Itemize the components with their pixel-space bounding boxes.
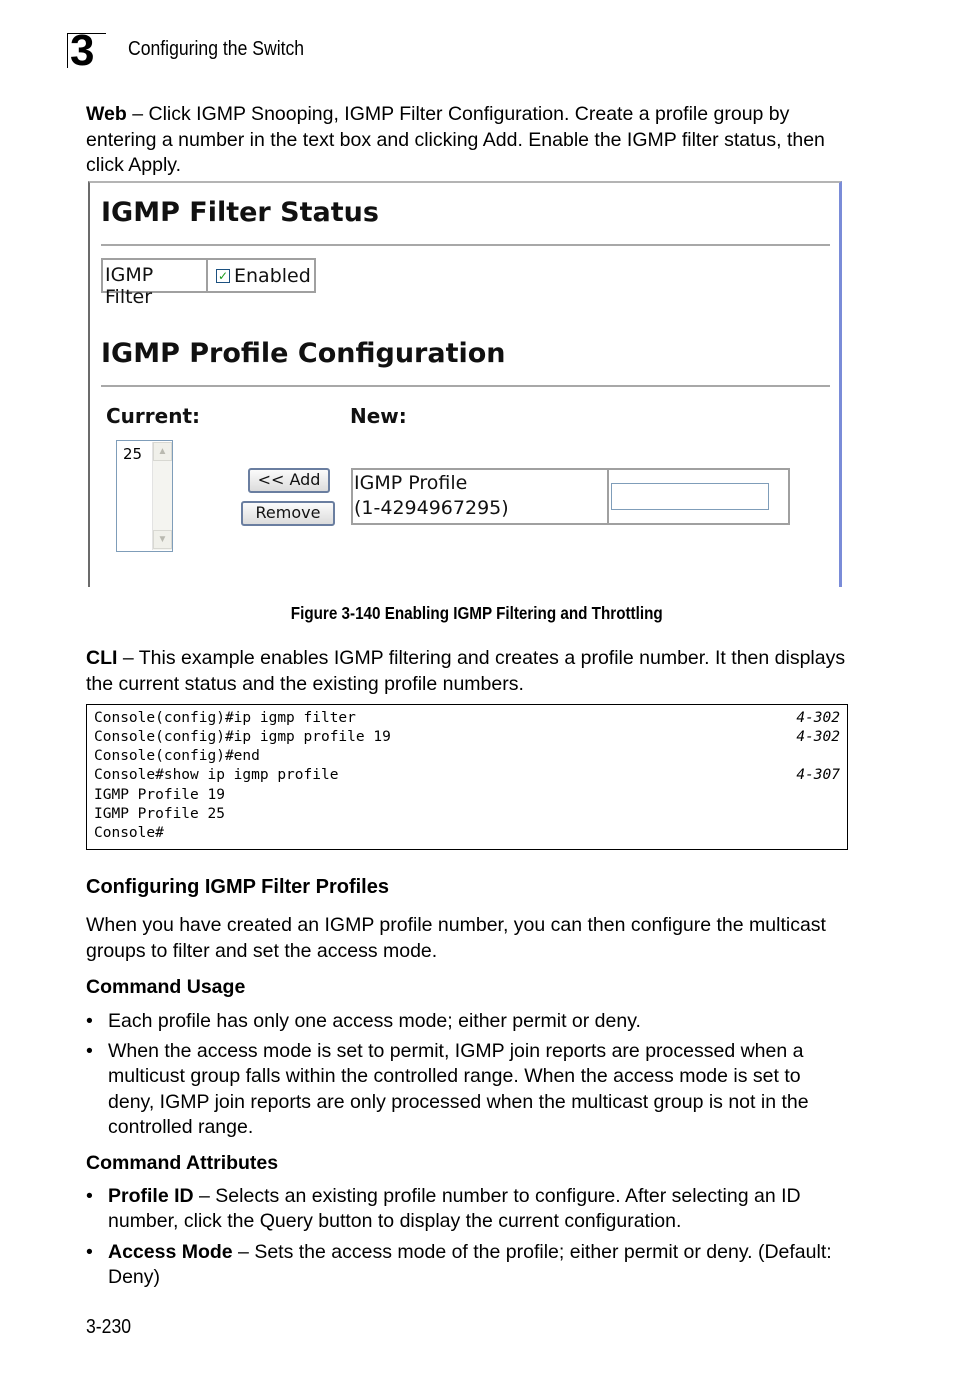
figure-caption: Figure 3-140 Enabling IGMP Filtering and Throttling bbox=[291, 603, 663, 623]
attribute-description: – Sets the access mode of the profile; either permit or deny. (Default: Deny) bbox=[108, 1241, 832, 1289]
current-label: Current: bbox=[106, 404, 201, 428]
cli-label: CLI bbox=[86, 647, 118, 669]
igmp-filter-enabled-label: Enabled bbox=[234, 265, 311, 287]
igmp-profile-input[interactable] bbox=[611, 483, 769, 510]
listbox-scrollbar[interactable] bbox=[152, 442, 172, 550]
current-profiles-listbox[interactable] bbox=[116, 440, 173, 552]
code-line: Console(config)#ip igmp profile 19 bbox=[94, 729, 391, 745]
section-title: Configuring IGMP Filter Profiles bbox=[86, 876, 389, 898]
command-attributes-heading: Command Attributes bbox=[86, 1152, 279, 1174]
bullet-icon: • bbox=[86, 1010, 93, 1032]
add-button[interactable]: << Add bbox=[248, 468, 330, 493]
remove-button[interactable]: Remove bbox=[241, 501, 335, 526]
new-label: New: bbox=[350, 404, 407, 428]
igmp-filter-value-cell bbox=[206, 258, 316, 293]
code-line: IGMP Profile 25 bbox=[94, 806, 225, 822]
igmp-profile-input-cell bbox=[607, 468, 790, 525]
web-intro-paragraph bbox=[86, 102, 846, 179]
attribute-term: Profile ID bbox=[108, 1185, 194, 1207]
igmp-filter-label: IGMP Filter bbox=[105, 264, 154, 308]
igmp-filter-enabled-checkbox[interactable] bbox=[216, 269, 230, 283]
cli-intro-text: – This example enables IGMP filtering and creates a profile number. It then displays the current status and the existing profile numbers. bbox=[86, 647, 846, 695]
cli-intro-paragraph bbox=[86, 646, 846, 697]
code-reference: 4-307 bbox=[796, 767, 840, 783]
code-line: Console(config)#ip igmp filter bbox=[94, 710, 356, 726]
attribute-description: – Selects an existing profile number to configure. After selecting an ID number, click the Query button to display the current configuration. bbox=[108, 1185, 801, 1233]
igmp-profile-label-cell bbox=[351, 468, 609, 525]
profile-heading-rule bbox=[101, 385, 830, 387]
list-item[interactable]: 25 bbox=[123, 445, 143, 463]
web-label: Web bbox=[86, 103, 127, 125]
chapter-title: Configuring the Switch bbox=[128, 38, 305, 60]
section-body: When you have created an IGMP profile number, you can then configure the multicast groups to filter and set the access mode. bbox=[86, 914, 826, 962]
chapter-number: 3 bbox=[70, 26, 95, 75]
igmp-profile-configuration-heading: IGMP Profile Configuration bbox=[101, 338, 506, 369]
igmp-profile-label: IGMP Profile bbox=[354, 472, 468, 494]
attribute-term: Access Mode bbox=[108, 1241, 233, 1263]
code-line: IGMP Profile 19 bbox=[94, 787, 225, 803]
list-item bbox=[86, 1184, 846, 1235]
igmp-profile-range: (1-4294967295) bbox=[354, 497, 509, 519]
list-item bbox=[86, 1240, 846, 1291]
status-heading-rule bbox=[101, 244, 830, 246]
command-usage-heading: Command Usage bbox=[86, 976, 246, 998]
code-line: Console# bbox=[94, 825, 164, 841]
bullet-icon: • bbox=[86, 1241, 93, 1263]
web-intro-text: – Click IGMP Snooping, IGMP Filter Configuration. Create a profile group by entering a number in the text box and clicking Add. Enable the IGMP filter status, then click Apply. bbox=[86, 103, 825, 176]
code-reference: 4-302 bbox=[796, 710, 840, 726]
cli-example-codebox bbox=[86, 704, 848, 850]
list-item: • Each profile has only one access mode; either permit or deny. bbox=[86, 1009, 846, 1034]
list-item: • When the access mode is set to permit, IGMP join reports are processed when a multicust group falls within the controlled range. When the access mode is set to deny, IGMP join reports are only processed when the multicast group is not in the controlled range. bbox=[86, 1040, 809, 1138]
igmp-filter-status-heading: IGMP Filter Status bbox=[101, 197, 379, 228]
code-line: Console(config)#end bbox=[94, 748, 260, 764]
code-line: Console#show ip igmp profile bbox=[94, 767, 339, 783]
code-reference: 4-302 bbox=[796, 729, 840, 745]
page-number: 3-230 bbox=[86, 1316, 132, 1338]
bullet-icon: • bbox=[86, 1185, 93, 1207]
igmp-filter-label-cell bbox=[101, 258, 208, 308]
igmp-filter-screenshot bbox=[88, 181, 842, 587]
scroll-up-icon[interactable]: ▲ bbox=[153, 442, 172, 461]
checkmark-icon: ✓ bbox=[217, 269, 229, 283]
scroll-down-icon[interactable]: ▼ bbox=[153, 530, 172, 549]
bullet-icon: • bbox=[86, 1040, 93, 1062]
